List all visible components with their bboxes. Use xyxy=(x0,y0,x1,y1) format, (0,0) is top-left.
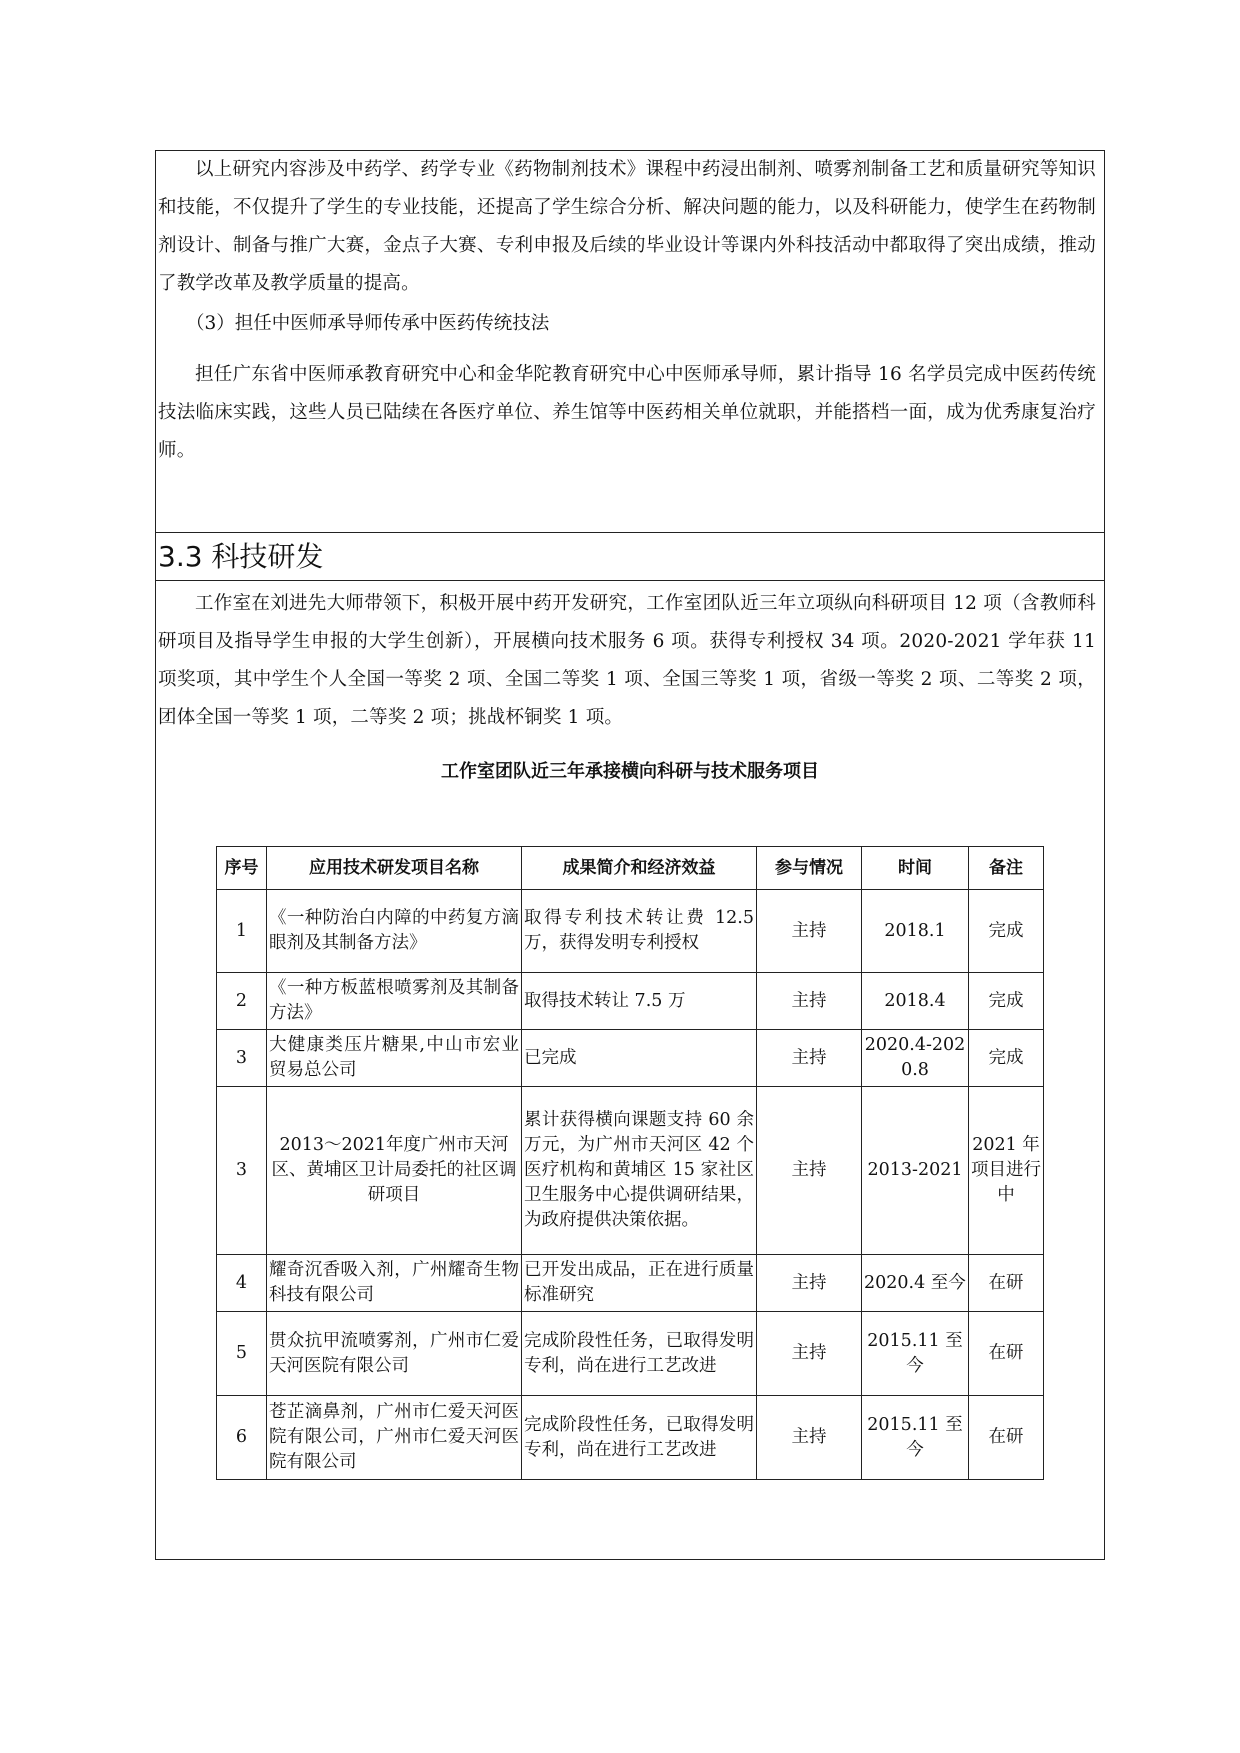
cell-result: 取得专利技术转让费 12.5 万，获得发明专利授权 xyxy=(522,890,757,973)
cell-note: 在研 xyxy=(969,1396,1044,1480)
section-teaching xyxy=(156,151,1104,533)
table-title: 工作室团队近三年承接横向科研与技术服务项目 xyxy=(441,761,819,782)
projects-table xyxy=(216,846,1044,1480)
header-note: 备注 xyxy=(969,847,1044,890)
cell-no: 5 xyxy=(217,1312,267,1396)
cell-result: 完成阶段性任务，已取得发明专利，尚在进行工艺改进 xyxy=(522,1396,757,1480)
cell-no: 3 xyxy=(217,1030,267,1087)
cell-no: 1 xyxy=(217,890,267,973)
cell-role: 主持 xyxy=(757,1312,862,1396)
table-row xyxy=(217,1312,1044,1396)
header-no: 序号 xyxy=(217,847,267,890)
paragraph-research-teaching: 以上研究内容涉及中药学、药学专业《药物制剂技术》课程中药浸出制剂、喷雾剂制备工艺和质量研究等知识和技能，不仅提升了学生的专业技能，还提高了学生综合分析、解决问题的能力，以及科研能力，使学生在药物制剂设计、制备与推广大赛，金点子大赛、专利申报及后续的毕业设计等课内外科技活动中都取得了突出成绩，推动了教学改革及教学质量的提高。 xyxy=(158,159,1096,294)
cell-result: 已完成 xyxy=(522,1030,757,1087)
section-heading-row xyxy=(156,533,1104,581)
cell-no: 3 xyxy=(217,1087,267,1255)
table-row xyxy=(217,1030,1044,1087)
cell-name: 大健康类压片糖果,中山市宏业贸易总公司 xyxy=(267,1030,522,1087)
table-header-row xyxy=(217,847,1044,890)
cell-note: 2021 年项目进行中 xyxy=(969,1087,1044,1255)
cell-name: 《一种防治白内障的中药复方滴眼剂及其制备方法》 xyxy=(267,890,522,973)
cell-name: 苍芷滴鼻剂，广州市仁爱天河医院有限公司，广州市仁爱天河医院有限公司 xyxy=(267,1396,522,1480)
table-row xyxy=(217,973,1044,1030)
cell-name: 2013～2021年度广州市天河区、黄埔区卫计局委托的社区调研项目 xyxy=(267,1087,522,1255)
cell-role: 主持 xyxy=(757,890,862,973)
table-row xyxy=(217,1255,1044,1312)
cell-note: 完成 xyxy=(969,973,1044,1030)
cell-time: 2018.1 xyxy=(862,890,969,973)
cell-result: 已开发出成品，正在进行质量标准研究 xyxy=(522,1255,757,1312)
cell-no: 4 xyxy=(217,1255,267,1312)
cell-result: 累计获得横向课题支持 60 余万元，为广州市天河区 42 个医疗机构和黄埔区 15 家社区卫生服务中心提供调研结果，为政府提供决策依据。 xyxy=(522,1087,757,1255)
cell-time: 2015.11 至今 xyxy=(862,1312,969,1396)
cell-role: 主持 xyxy=(757,1030,862,1087)
cell-time: 2015.11 至今 xyxy=(862,1396,969,1480)
paragraph-rd: 工作室在刘进先大师带领下，积极开展中药开发研究，工作室团队近三年立项纵向科研项目 12 项（含教师科研项目及指导学生申报的大学生创新），开展横向技术服务 6 项。获得专利授权 34 项。2020-2021 学年获 11 项奖项，其中学生个人全国一等奖 2 项、全国二等奖 1 项、全国三等奖 1 项，省级一等奖 2 项、二等奖 2 项，团体全国一等奖 1 项，二等奖 2 项；挑战杯铜奖 1 项。 xyxy=(158,593,1096,728)
cell-note: 完成 xyxy=(969,1030,1044,1087)
subheading-mentor: （3）担任中医师承导师传承中医药传统技法 xyxy=(186,313,550,334)
cell-note: 完成 xyxy=(969,890,1044,973)
cell-role: 主持 xyxy=(757,1396,862,1480)
header-time: 时间 xyxy=(862,847,969,890)
cell-result: 完成阶段性任务，已取得发明专利，尚在进行工艺改进 xyxy=(522,1312,757,1396)
cell-time: 2013-2021 xyxy=(862,1087,969,1255)
table-row xyxy=(217,1396,1044,1480)
header-result: 成果简介和经济效益 xyxy=(522,847,757,890)
document-frame xyxy=(155,150,1105,1560)
table-row xyxy=(217,890,1044,973)
header-name: 应用技术研发项目名称 xyxy=(267,847,522,890)
cell-role: 主持 xyxy=(757,1087,862,1255)
cell-role: 主持 xyxy=(757,1255,862,1312)
paragraph-mentor: 担任广东省中医师承教育研究中心和金华陀教育研究中心中医师承导师，累计指导 16 名学员完成中医药传统技法临床实践，这些人员已陆续在各医疗单位、养生馆等中医药相关单位就职，并能搭档一面，成为优秀康复治疗师。 xyxy=(158,364,1096,461)
cell-time: 2020.4-2020.8 xyxy=(862,1030,969,1087)
cell-time: 2018.4 xyxy=(862,973,969,1030)
cell-name: 贯众抗甲流喷雾剂，广州市仁爱天河医院有限公司 xyxy=(267,1312,522,1396)
cell-time: 2020.4 至今 xyxy=(862,1255,969,1312)
header-role: 参与情况 xyxy=(757,847,862,890)
cell-role: 主持 xyxy=(757,973,862,1030)
cell-note: 在研 xyxy=(969,1255,1044,1312)
table-row xyxy=(217,1087,1044,1255)
cell-no: 2 xyxy=(217,973,267,1030)
cell-name: 《一种方板蓝根喷雾剂及其制备方法》 xyxy=(267,973,522,1030)
section-heading: 3.3 科技研发 xyxy=(158,540,324,573)
cell-note: 在研 xyxy=(969,1312,1044,1396)
cell-result: 取得技术转让 7.5 万 xyxy=(522,973,757,1030)
cell-no: 6 xyxy=(217,1396,267,1480)
cell-name: 耀奇沉香吸入剂，广州耀奇生物科技有限公司 xyxy=(267,1255,522,1312)
